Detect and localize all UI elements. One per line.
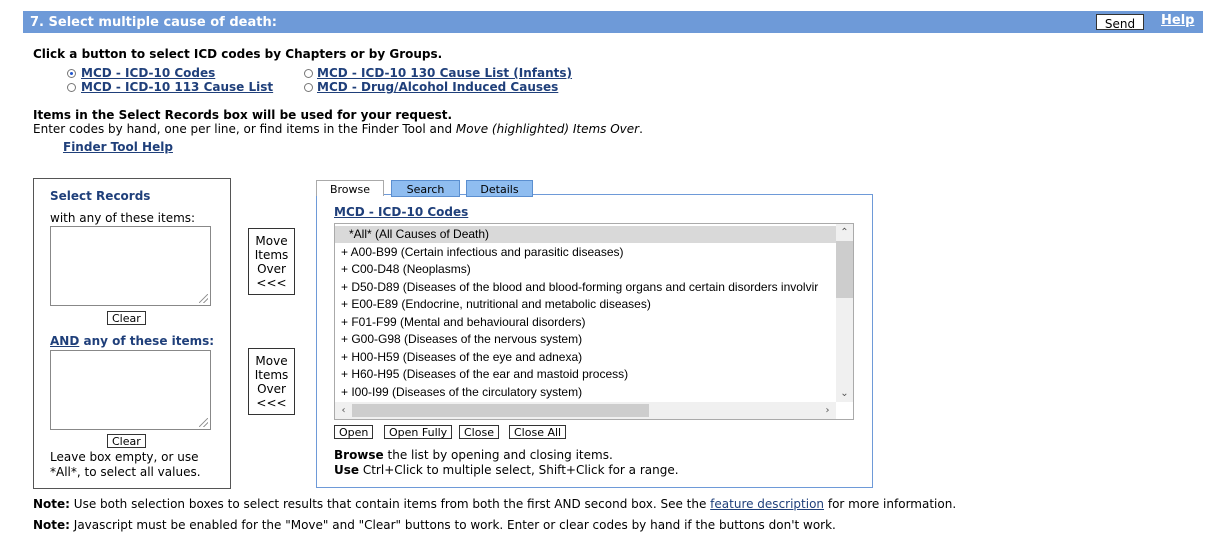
items-note-italic: Move (highlighted) Items Over — [455, 122, 640, 136]
resize-grip-icon[interactable] — [199, 418, 208, 427]
close-button[interactable]: Close — [459, 425, 499, 439]
list-item[interactable]: + H60-H95 (Diseases of the ear and mastoid process) — [341, 367, 629, 381]
radio-label-icd10-codes[interactable]: MCD - ICD-10 Codes — [81, 66, 216, 80]
tab-browse[interactable]: Browse — [316, 180, 384, 196]
list-item[interactable]: + G00-G98 (Diseases of the nervous system) — [341, 332, 583, 346]
list-item[interactable]: + H00-H59 (Diseases of the eye and adnexa) — [341, 350, 583, 364]
browse-listbox[interactable] — [334, 223, 854, 420]
browse-help-1 — [334, 448, 613, 462]
clear-second-button[interactable]: Clear — [107, 434, 146, 448]
horizontal-scroll-thumb[interactable] — [352, 404, 649, 417]
choose-instruction: Click a button to select ICD codes by Chapters or by Groups. — [33, 47, 443, 61]
browse-help-bold: Use — [334, 463, 360, 477]
items-note-heading: Items in the Select Records box will be used for your request. — [33, 108, 453, 122]
close-all-button[interactable]: Close All — [509, 425, 566, 439]
scroll-up-icon[interactable]: ⌃ — [840, 227, 849, 238]
resize-grip-icon[interactable] — [199, 294, 208, 303]
feature-description-link[interactable]: feature description — [710, 497, 825, 511]
move-line: <<< — [256, 396, 287, 410]
note-text: for more information. — [824, 497, 957, 511]
note-label: Note: — [33, 518, 70, 532]
first-box-label: with any of these items: — [50, 211, 196, 225]
open-button[interactable]: Open — [334, 425, 373, 439]
and-link[interactable]: AND — [50, 334, 80, 348]
list-item[interactable]: *All* (All Causes of Death) — [335, 226, 848, 243]
finder-tool-help-link[interactable]: Finder Tool Help — [63, 140, 173, 154]
scroll-left-icon[interactable]: ‹ — [341, 405, 346, 416]
radio-drug-alcohol[interactable] — [304, 83, 313, 92]
items-note-start: Enter codes by hand, one per line, or find items in the Finder Tool and — [33, 122, 456, 136]
help-link[interactable]: Help — [1161, 13, 1195, 28]
list-item[interactable]: + E00-E89 (Endocrine, nutritional and metabolic diseases) — [341, 297, 651, 311]
move-line: Move — [255, 234, 288, 248]
section-header — [23, 11, 1203, 33]
second-items-textarea[interactable] — [50, 350, 211, 430]
select-records-title: Select Records — [50, 189, 151, 203]
radio-113-cause-list[interactable] — [67, 83, 76, 92]
note-selection-boxes — [33, 497, 956, 511]
move-items-over-button-2[interactable] — [248, 348, 295, 415]
section-title: 7. Select multiple cause of death: — [30, 15, 277, 30]
note-label: Note: — [33, 497, 70, 511]
move-line: Over — [257, 262, 286, 276]
tab-details[interactable]: Details — [466, 180, 533, 197]
list-item[interactable]: + I00-I99 (Diseases of the circulatory system) — [341, 385, 583, 399]
radio-label-113-cause-list[interactable]: MCD - ICD-10 113 Cause List — [81, 80, 274, 94]
browse-help-bold: Browse — [334, 448, 384, 462]
radio-130-cause-list[interactable] — [304, 69, 313, 78]
items-note-text — [33, 122, 643, 136]
browse-title-link[interactable]: MCD - ICD-10 Codes — [334, 205, 469, 219]
move-line: Move — [255, 354, 288, 368]
second-box-label — [50, 334, 214, 348]
list-item[interactable]: + F01-F99 (Mental and behavioural disorders) — [341, 315, 586, 329]
first-items-textarea[interactable] — [50, 226, 211, 306]
browse-help-text: the list by opening and closing items. — [383, 448, 613, 462]
note-text: Javascript must be enabled for the "Move" and "Clear" buttons to work. Enter or clear codes by hand if the buttons don't work. — [69, 518, 836, 532]
vertical-scroll-thumb[interactable] — [836, 241, 853, 298]
move-line: Over — [257, 382, 286, 396]
list-item[interactable]: + D50-D89 (Diseases of the blood and blood-forming organs and certain disorders involvir — [341, 280, 819, 294]
second-box-label-text: any of these items: — [79, 334, 215, 348]
list-item[interactable]: + C00-D48 (Neoplasms) — [341, 262, 471, 276]
items-note-end: . — [639, 122, 643, 136]
tab-search[interactable]: Search — [391, 180, 460, 197]
scroll-down-icon[interactable]: ⌄ — [840, 388, 849, 399]
open-fully-button[interactable]: Open Fully — [384, 425, 452, 439]
note-javascript — [33, 518, 836, 532]
note-text: Use both selection boxes to select results that contain items from both the first AND second box. See the — [69, 497, 711, 511]
move-items-over-button-1[interactable] — [248, 228, 295, 295]
move-line: Items — [254, 248, 289, 262]
select-records-box — [33, 178, 231, 489]
empty-box-hint-2: *All*, to select all values. — [50, 465, 201, 479]
send-button[interactable]: Send — [1096, 14, 1144, 30]
scroll-right-icon[interactable]: › — [825, 405, 830, 416]
radio-icd10-codes[interactable] — [67, 69, 76, 78]
browse-help-text: Ctrl+Click to multiple select, Shift+Click for a range. — [359, 463, 679, 477]
empty-box-hint-1: Leave box empty, or use — [50, 450, 199, 464]
radio-label-130-cause-list[interactable]: MCD - ICD-10 130 Cause List (Infants) — [317, 66, 573, 80]
clear-first-button[interactable]: Clear — [107, 311, 146, 325]
browse-help-2 — [334, 463, 679, 477]
move-line: Items — [254, 368, 289, 382]
radio-label-drug-alcohol[interactable]: MCD - Drug/Alcohol Induced Causes — [317, 80, 559, 94]
list-item[interactable]: + A00-B99 (Certain infectious and parasitic diseases) — [341, 245, 624, 259]
move-line: <<< — [256, 276, 287, 290]
